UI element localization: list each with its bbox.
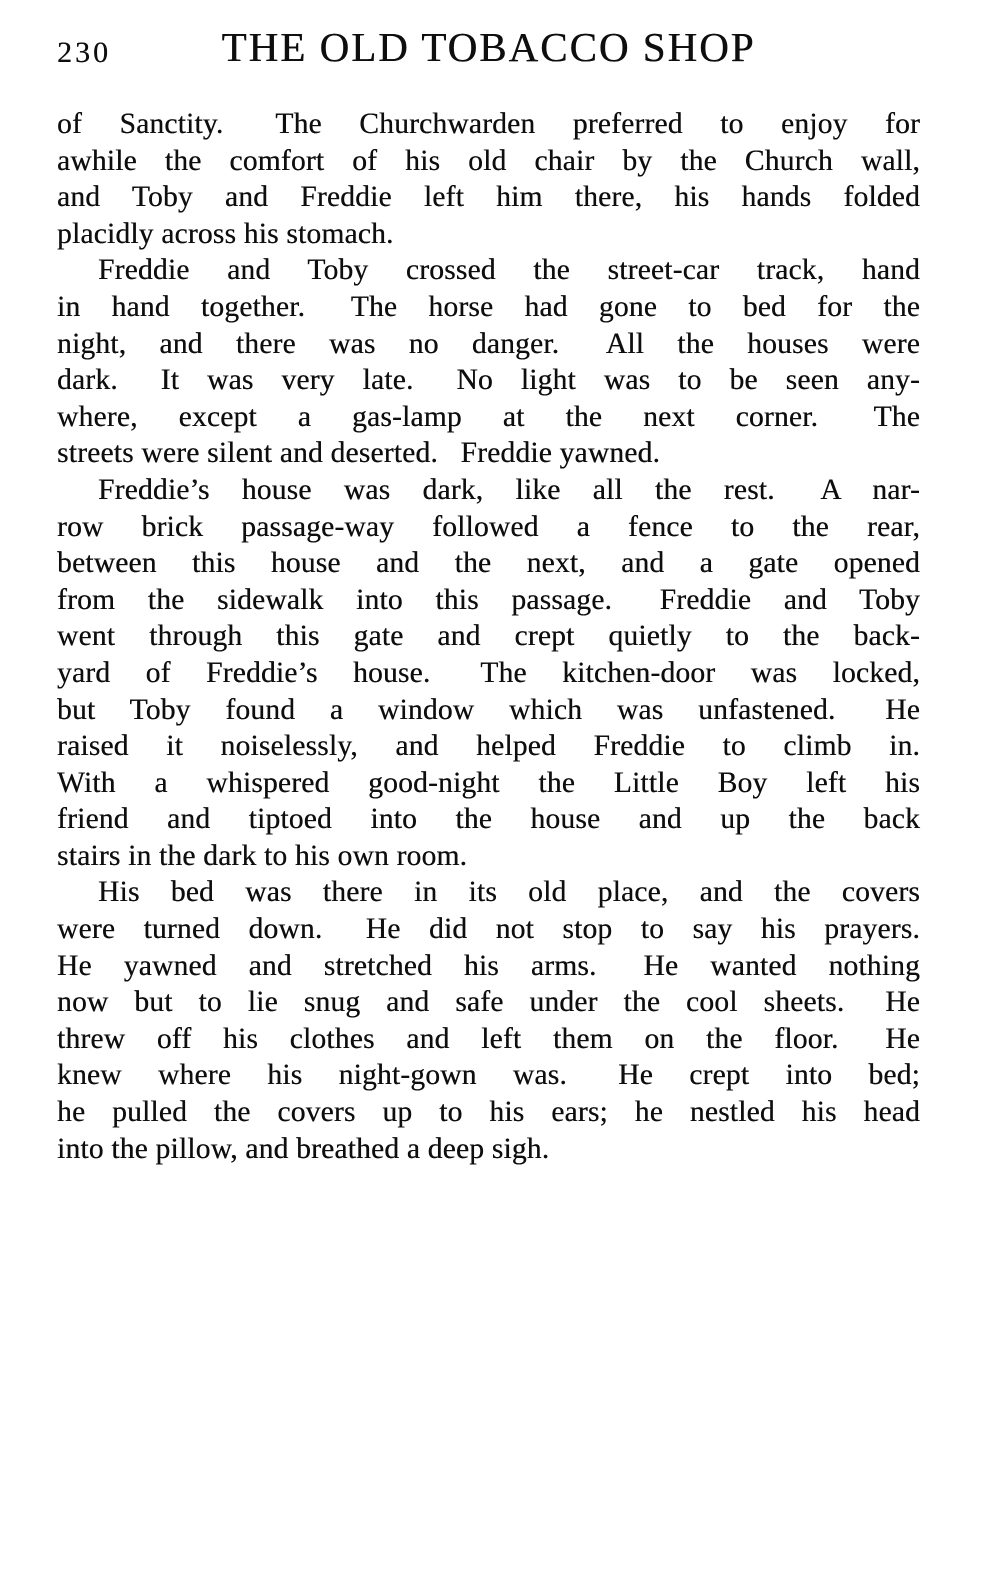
text-line: row brick passage-way followed a fence to the rear, <box>57 510 920 543</box>
text-line: His bed was there in its old place, and the covers <box>98 876 920 909</box>
text-line: placidly across his stomach. <box>57 217 394 250</box>
text-line: yard of Freddie’s house. The kitchen-door was locked, <box>57 656 920 689</box>
text-line: knew where his night-gown was. He crept into bed; <box>57 1059 920 1092</box>
text-line: into the pillow, and breathed a deep sigh. <box>57 1132 550 1165</box>
paragraph <box>57 252 920 472</box>
text-line: Freddie’s house was dark, like all the rest. A nar- <box>98 473 920 506</box>
text-line: night, and there was no danger. All the houses were <box>57 327 920 360</box>
text-line: friend and tiptoed into the house and up the back <box>57 803 920 836</box>
text-line: he pulled the covers up to his ears; he nestled his head <box>57 1096 920 1129</box>
text-line: but Toby found a window which was unfastened. He <box>57 693 920 726</box>
text-line: went through this gate and crept quietly to the back- <box>57 620 920 653</box>
text-line: With a whispered good-night the Little Boy left his <box>57 766 920 799</box>
text-line: awhile the comfort of his old chair by the Church wall, <box>57 144 920 177</box>
text-line: now but to lie snug and safe under the cool sheets. He <box>57 986 920 1019</box>
page-header <box>57 26 920 72</box>
text-line: He yawned and stretched his arms. He wanted nothing <box>57 949 920 982</box>
text-block <box>57 106 920 1167</box>
paragraph <box>57 472 920 875</box>
text-line: raised it noiselessly, and helped Freddie to climb in. <box>57 730 920 763</box>
text-line: between this house and the next, and a gate opened <box>57 547 920 580</box>
running-title: THE OLD TOBACCO SHOP <box>221 24 756 70</box>
text-line: Freddie and Toby crossed the street-car track, hand <box>98 254 920 287</box>
text-line: in hand together. The horse had gone to bed for the <box>57 290 920 323</box>
paragraph <box>57 106 920 252</box>
text-line: and Toby and Freddie left him there, his hands folded <box>57 181 920 214</box>
text-line: from the sidewalk into this passage. Freddie and Toby <box>57 583 920 616</box>
paragraph <box>57 874 920 1167</box>
text-line: were turned down. He did not stop to say his prayers. <box>57 913 920 946</box>
text-line: of Sanctity. The Churchwarden preferred to enjoy for <box>57 108 920 140</box>
text-line: stairs in the dark to his own room. <box>57 839 468 872</box>
text-line: streets were silent and deserted. Freddie yawned. <box>57 437 661 470</box>
page-number: 230 <box>57 36 111 69</box>
text-line: where, except a gas-lamp at the next corner. The <box>57 400 920 433</box>
text-line: threw off his clothes and left them on the floor. He <box>57 1022 920 1055</box>
text-line: dark. It was very late. No light was to be seen any- <box>57 364 920 397</box>
